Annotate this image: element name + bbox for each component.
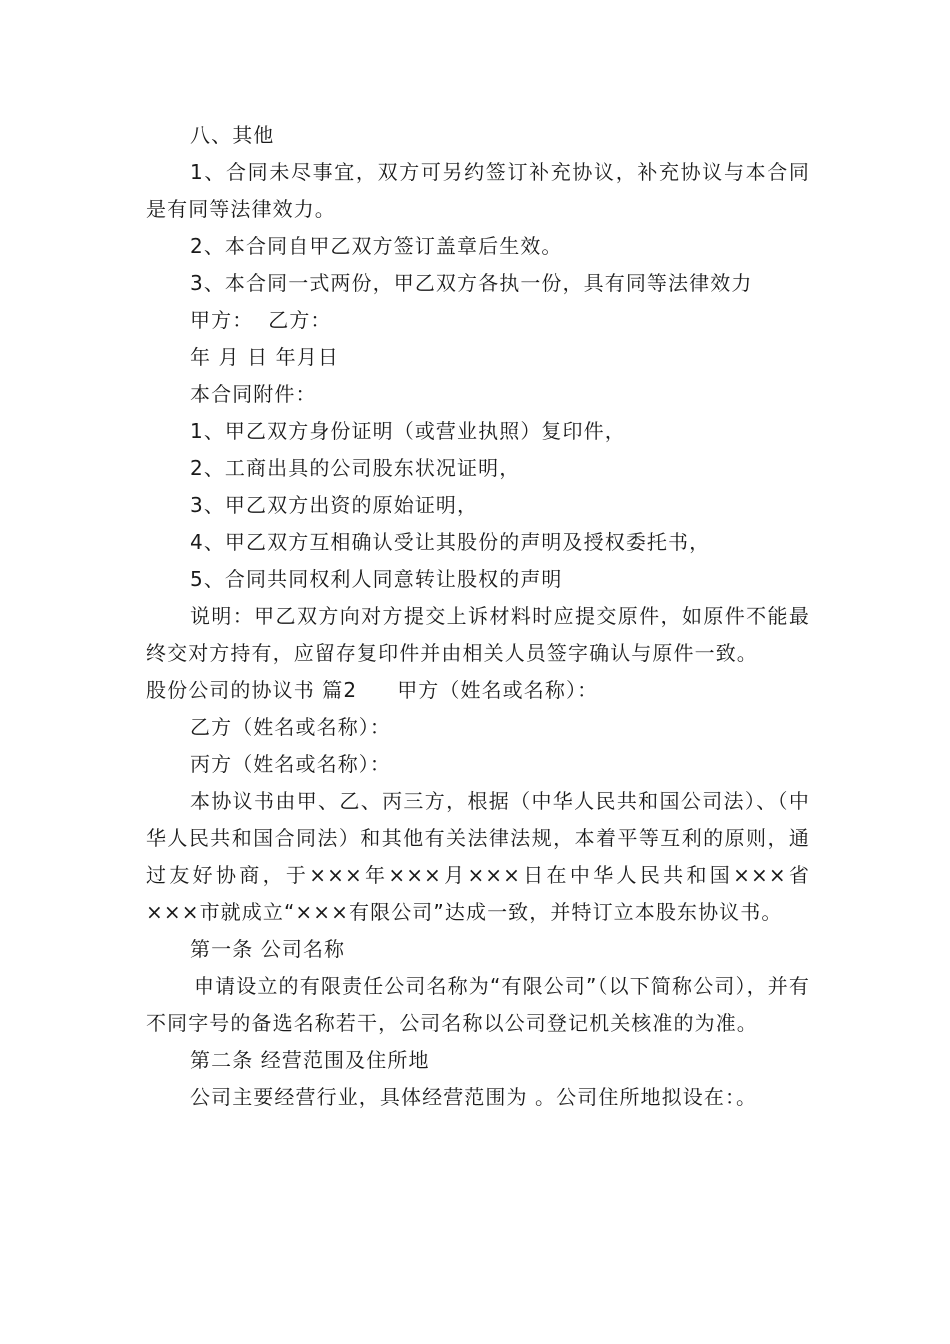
attachment-2: 2、工商出具的公司股东状况证明，	[190, 456, 521, 480]
article-2-heading: 第二条 经营范围及住所地	[190, 1048, 430, 1072]
part2-heading: 股份公司的协议书 篇2	[146, 678, 358, 702]
article-1-heading: 第一条 公司名称	[190, 937, 346, 961]
article-1-body: 申请设立的有限责任公司名称为“有限公司”（以下简称公司），并有不同字号的备选名称若干，公司名称以公司登记机关核准的为准。	[146, 974, 810, 1035]
party-c-label: 丙方（姓名或名称）：	[190, 752, 391, 776]
part2-heading-line	[146, 672, 810, 709]
attachment-3: 3、甲乙双方出资的原始证明，	[190, 493, 479, 517]
clause-1: 1、合同未尽事宜，双方可另约签订补充协议，补充协议与本合同是有同等法律效力。	[146, 160, 810, 221]
note-paragraph: 说明：甲乙双方向对方提交上诉材料时应提交原件，如原件不能最终交对方持有，应留存复印件并由相关人员签字确认与原件一致。	[146, 604, 810, 665]
agreement-preamble: 本协议书由甲、乙、丙三方，根据（中华人民共和国公司法）、（中华人民共和国合同法）和其他有关法律法规，本着平等互利的原则，通过友好协商，于×××年×××月×××日在中华人民共和国×××省×××市就成立“×××有限公司”达成一致，并特订立本股东协议书。	[146, 789, 810, 924]
clause-3: 3、本合同一式两份，甲乙双方各执一份，具有同等法律效力	[190, 271, 753, 295]
party-a-label: 甲方（姓名或名称）：	[397, 678, 599, 702]
attachment-4: 4、甲乙双方互相确认受让其股份的声明及授权委托书，	[190, 530, 711, 554]
attachment-5: 5、合同共同权利人同意转让股权的声明	[190, 567, 563, 591]
section-heading-other: 八、其他	[190, 123, 275, 147]
article-2-body: 公司主要经营行业，具体经营范围为 。公司住所地拟设在：。	[190, 1085, 758, 1109]
attachment-1: 1、甲乙双方身份证明（或营业执照）复印件，	[190, 419, 626, 443]
signature-parties: 甲方： 乙方：	[190, 308, 332, 332]
signature-dates: 年 月 日 年月日	[190, 345, 339, 369]
document-body	[146, 117, 810, 1116]
party-b-label: 乙方（姓名或名称）：	[190, 715, 391, 739]
clause-2: 2、本合同自甲乙双方签订盖章后生效。	[190, 234, 563, 258]
attachments-heading: 本合同附件：	[190, 382, 317, 406]
